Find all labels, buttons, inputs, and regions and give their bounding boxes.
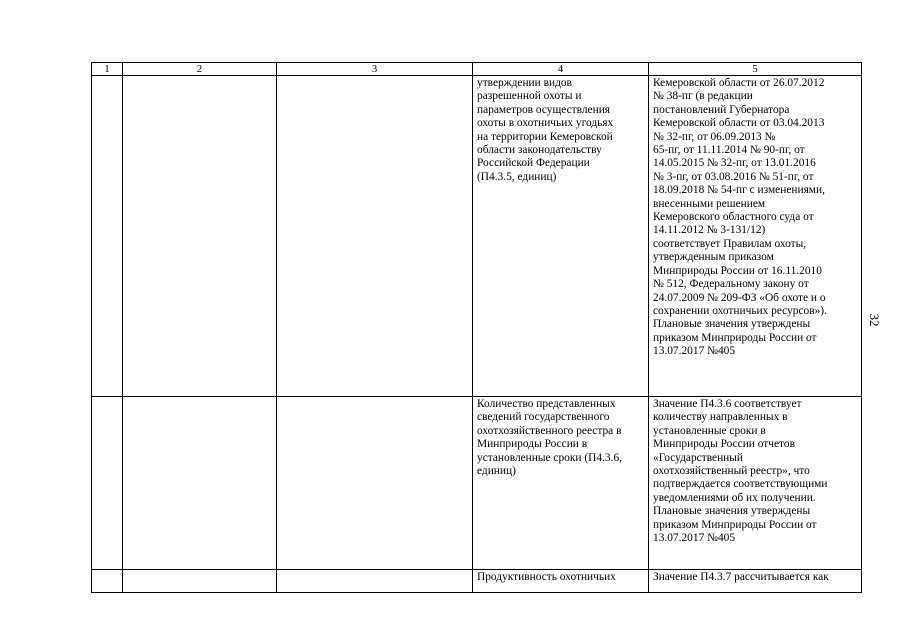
table-cell: [277, 76, 473, 397]
description-cell: [649, 570, 862, 593]
report-table: [91, 62, 862, 593]
page-number: 32: [867, 313, 882, 327]
table-cell: [277, 397, 473, 570]
indicator-text: Количество представленных сведений государственного охотхозяйственного реестра в Минприроды России в установленные сроки (П4.3.6, единиц): [477, 398, 623, 478]
table-cell: [92, 570, 123, 593]
table-row: [92, 570, 862, 593]
table-cell: [123, 570, 277, 593]
table-row: [92, 397, 862, 570]
indicator-text: утверждении видов разрешенной охоты и параметров осуществления охоты в охотничьих угодьях на территории Кемеровской области законодательству Российской Федерации (П4.3.5, единиц): [477, 77, 614, 183]
table-cell: [123, 397, 277, 570]
description-text: Значение П4.3.6 соответствует количеству направленных в установленные сроки в Минприроды России отчетов «Государственный охотхозяйственный реестр», что подтверждается соответствующими уведомлениями об их получении. Плановые значения утверждены приказом Минприроды России от 13.07.2017 №405: [653, 398, 828, 545]
table-cell: [92, 397, 123, 570]
indicator-cell: [473, 570, 649, 593]
table-cell: [123, 76, 277, 397]
indicator-cell: [473, 397, 649, 570]
indicator-cell: [473, 76, 649, 397]
column-header: 4: [473, 63, 649, 76]
description-text: Значение П4.3.7 рассчитывается как: [653, 571, 829, 583]
table-header-row: [92, 63, 862, 76]
table-cell: [92, 76, 123, 397]
column-header: 1: [92, 63, 123, 76]
column-header: 5: [649, 63, 862, 76]
table-row: [92, 76, 862, 397]
column-header: 3: [277, 63, 473, 76]
indicator-text: Продуктивность охотничьих: [477, 571, 616, 583]
column-header: 2: [123, 63, 277, 76]
table-cell: [277, 570, 473, 593]
description-cell: [649, 76, 862, 397]
description-cell: [649, 397, 862, 570]
description-text: Кемеровской области от 26.07.2012 № 38-пг (в редакции постановлений Губернатора Кемеровской области от 03.04.2013 № 32-пг, от 06.09.2013 № 65-пг, от 11.11.2014 № 90-пг, от 14.05.2015 № 32-пг, от 13.01.2016 № 3-пг, от 03.08.2016 № 51-пг, от 18.09.2018 № 54-пг с изменениями, внесенными решением Кемеровского областного суда от 14.11.2012 № 3-131/12) соответствует Правилам охоты, утвержденным приказом Минприроды России от 16.11.2010 № 512, Федеральному закону от 24.07.2009 № 209-ФЗ «Об охоте и о сохранении охотничьих ресурсов»). Плановые значения утверждены приказом Минприроды России от 13.07.2017 №405: [653, 77, 827, 358]
